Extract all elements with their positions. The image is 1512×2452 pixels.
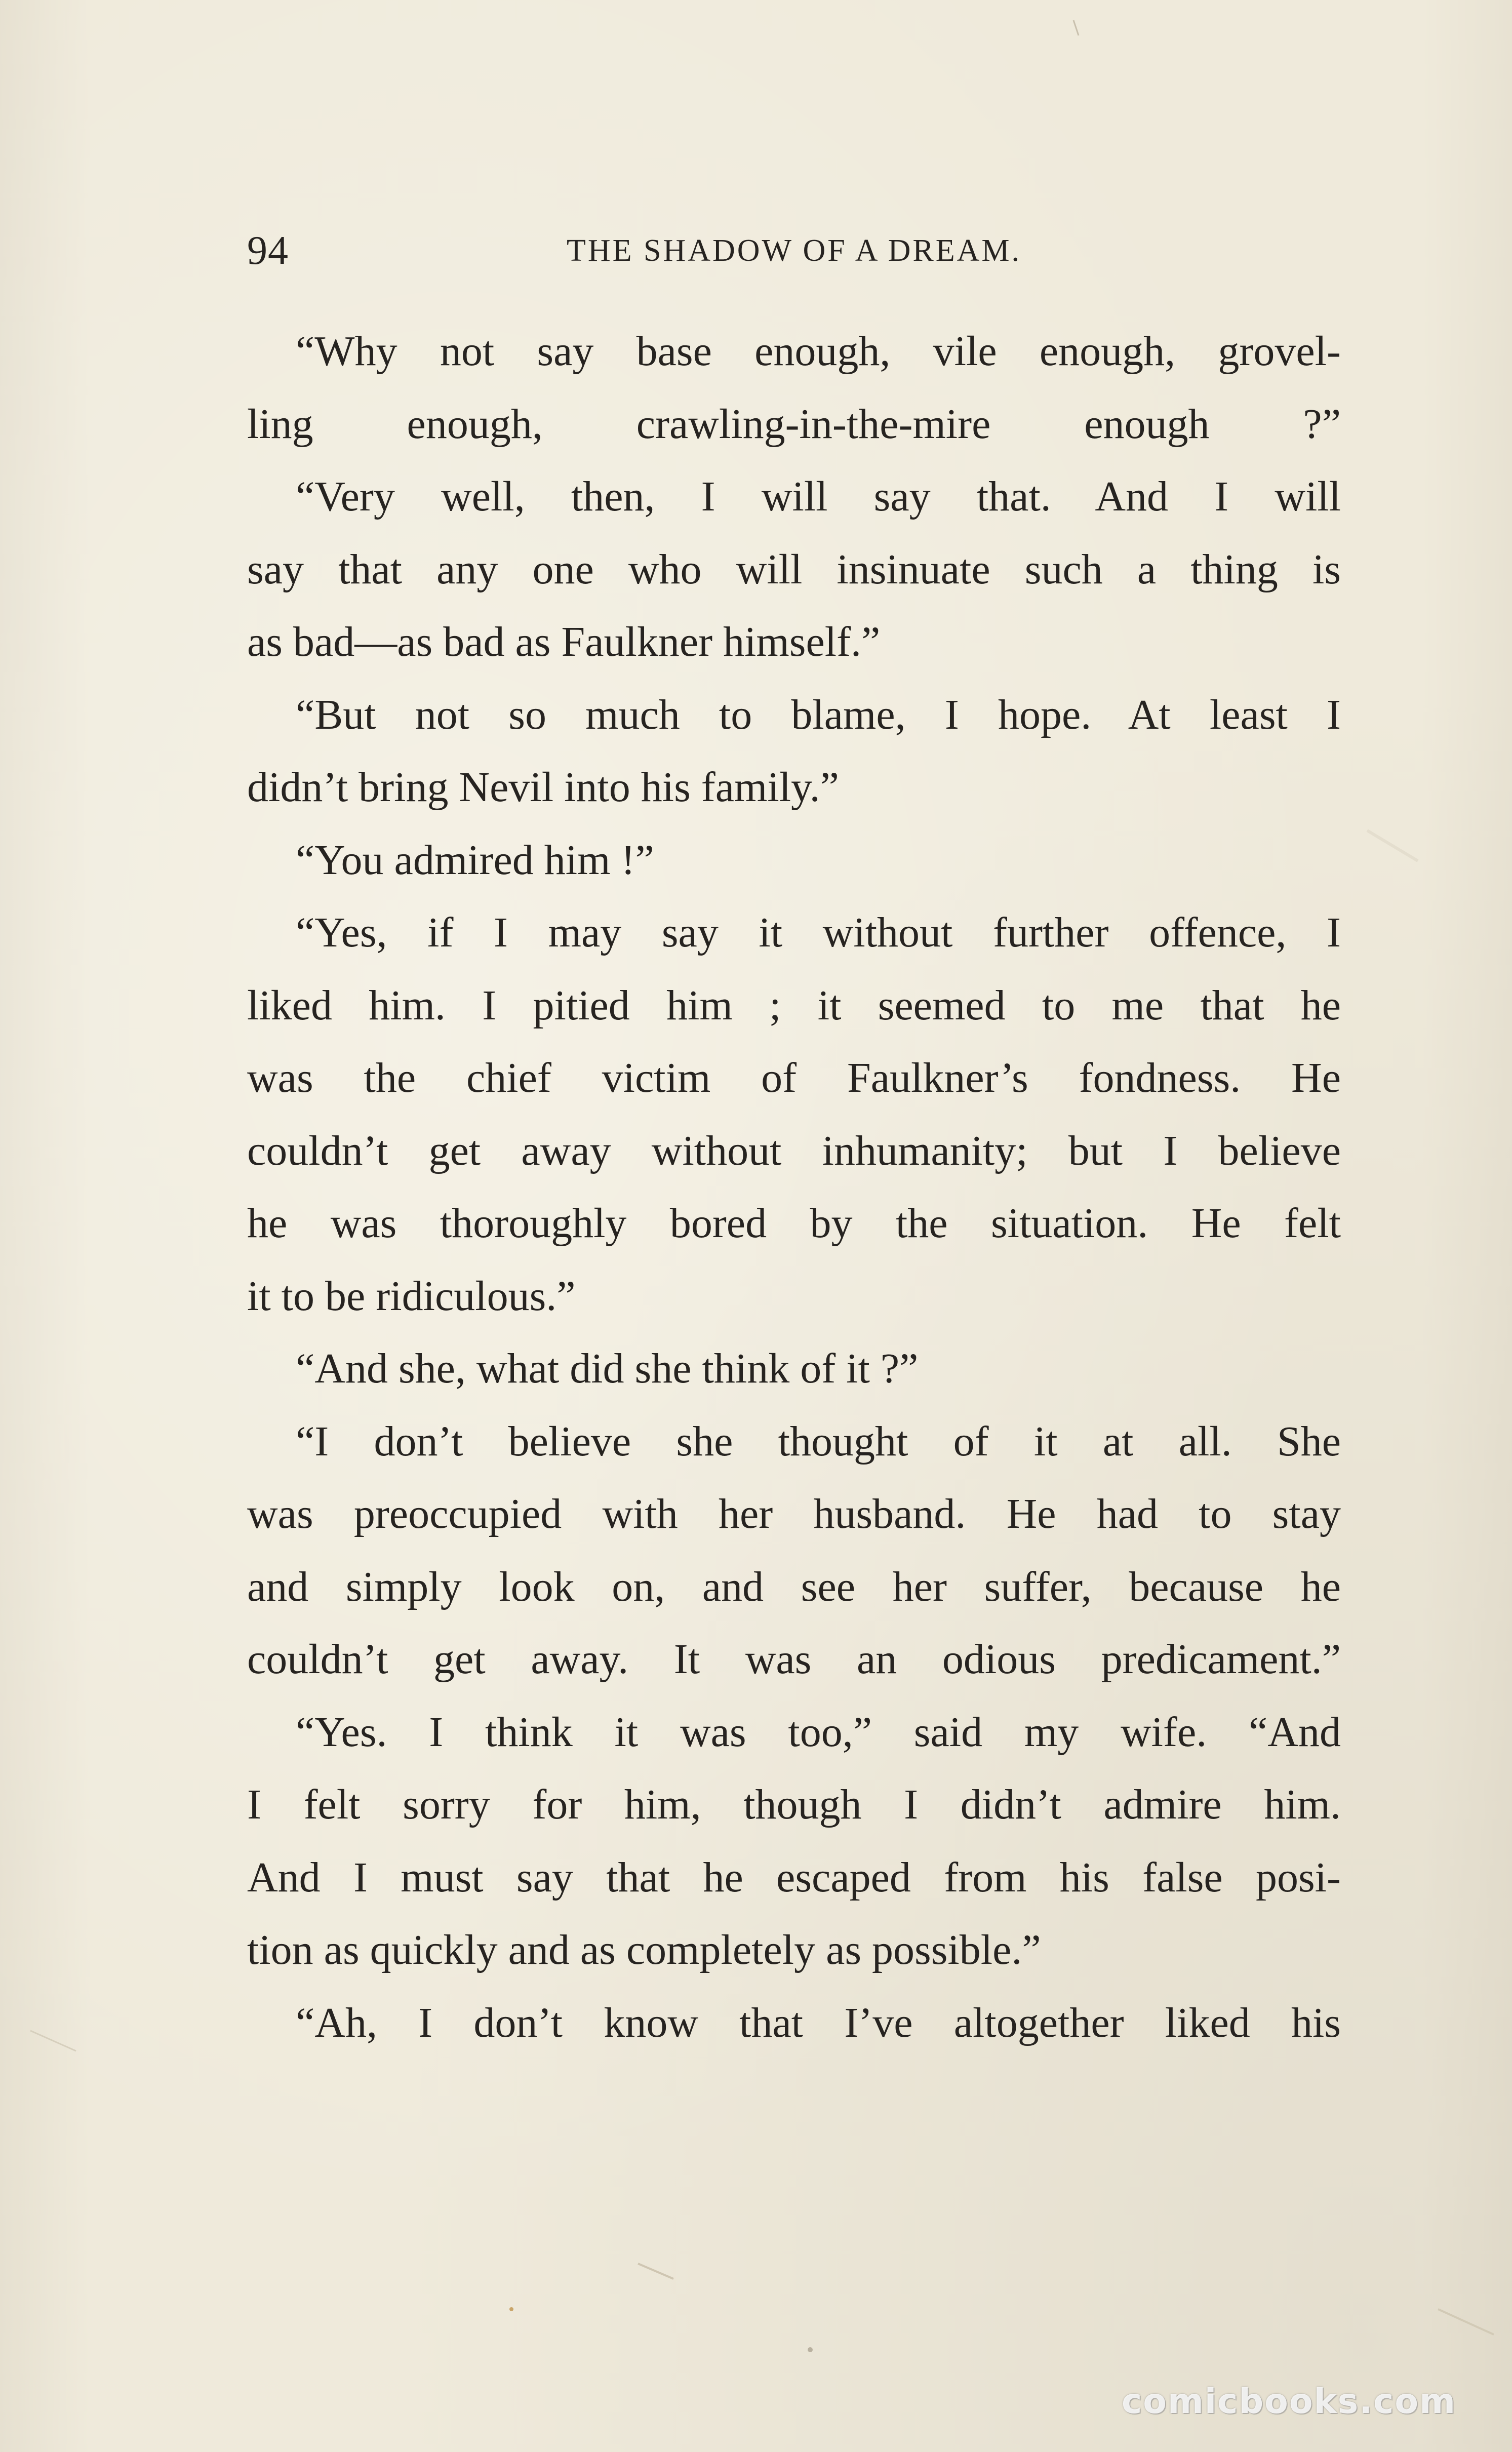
text-line: was the chief victim of Faulkner’s fondness. He	[247, 1054, 1341, 1101]
text-line: couldn’t get away. It was an odious predicament.”	[247, 1636, 1341, 1683]
text-line: it to be ridiculous.”	[247, 1272, 576, 1320]
text-line: “Yes. I think it was too,” said my wife. “And	[296, 1708, 1341, 1756]
watermark: comicbooks.com	[1121, 2382, 1456, 2422]
page-number: 94	[247, 228, 289, 273]
body-text	[247, 315, 1341, 2059]
text-line: as bad—as bad as Faulkner himself.”	[247, 618, 881, 665]
text-line: “Why not say base enough, vile enough, grovel-	[296, 328, 1341, 375]
text-line: tion as quickly and as completely as possible.”	[247, 1926, 1041, 1973]
text-line: “But not so much to blame, I hope. At least I	[296, 691, 1341, 738]
text-line: “Very well, then, I will say that. And I will	[296, 473, 1341, 520]
text-line: liked him. I pitied him ; it seemed to me that he	[247, 981, 1341, 1029]
text-line: he was thoroughly bored by the situation. He felt	[247, 1200, 1341, 1247]
text-line: And I must say that he escaped from his false posi-	[247, 1853, 1341, 1901]
text-line: “Yes, if I may say it without further offence, I	[296, 909, 1341, 956]
text-line: “You admired him !”	[296, 836, 654, 884]
text-line: I felt sorry for him, though I didn’t admire him.	[247, 1781, 1341, 1828]
text-line: and simply look on, and see her suffer, because he	[247, 1563, 1341, 1610]
text-line: “Ah, I don’t know that I’ve altogether liked his	[296, 1999, 1341, 2046]
text-line: didn’t bring Nevil into his family.”	[247, 764, 839, 811]
text-line: “I don’t believe she thought of it at all. She	[296, 1417, 1341, 1465]
page-header	[247, 223, 1341, 279]
text-line: was preoccupied with her husband. He had to stay	[247, 1490, 1341, 1537]
text-line: ling enough, crawling-in-the-mire enough ?”	[247, 400, 1341, 448]
text-line: say that any one who will insinuate such a thing is	[247, 545, 1341, 593]
running-title: THE SHADOW OF A DREAM.	[566, 233, 1022, 268]
text-line: “And she, what did she think of it ?”	[296, 1345, 919, 1392]
text-line: couldn’t get away without inhumanity; but I believe	[247, 1127, 1341, 1174]
